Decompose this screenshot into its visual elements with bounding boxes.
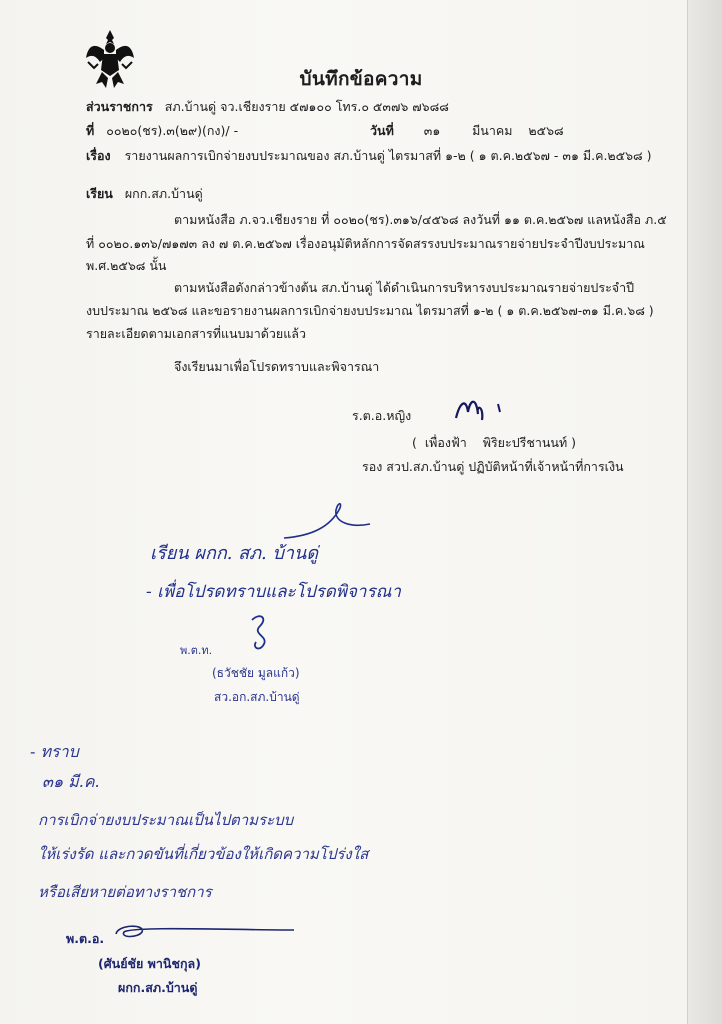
reference-value: ๐๐๒๐(ชร).๓(๒๙)(กง)/ - [106,123,239,138]
reference-label: ที่ [86,123,95,138]
signer-position: รอง สวป.สภ.บ้านดู่ ปฏิบัติหน้าที่เจ้าหน้าที่การเงิน [362,459,624,474]
note2-name: (ศันย์ชัย พานิชกุล) [98,956,201,971]
salutation-value: ผกก.สภ.บ้านดู่ [124,186,203,201]
signer-signature-icon [450,392,510,426]
note1-flourish-icon [280,498,390,544]
reference-row [86,121,238,141]
note2-line-5: หรือเสียหายต่อทางราชการ [38,883,212,901]
salutation-label: เรียน [86,186,113,201]
note2-line-2: ๓๑ มี.ค. [42,772,100,791]
signer-name: ( เพื่องฟ้า พิริยะปรีชานนท์ ) [412,435,577,450]
note1-rank: พ.ต.ท. [180,644,213,657]
salutation-row [86,184,203,204]
note2-position: ผกก.สภ.บ้านดู่ [118,980,198,995]
date-label: วันที่ [370,123,394,138]
paragraph-2-line-3: รายละเอียดตามเอกสารที่แนบมาด้วยแล้ว [86,326,306,341]
agency-label: ส่วนราชการ [86,99,153,114]
paragraph-2-line-1: ตามหนังสือดังกล่าวข้างต้น สภ.บ้านดู่ ได้ดำเนินการบริหารงบประมาณรายจ่ายประจำปี [174,280,635,295]
note1-name: (ธวัชชัย มูลแก้ว) [212,666,300,680]
note2-line-1: - ทราบ [30,742,79,761]
agency-row [86,97,449,117]
subject-label: เรื่อง [86,148,111,163]
note2-rank: พ.ต.อ. [66,931,105,946]
subject-row [86,146,652,166]
closing-line: จึงเรียนมาเพื่อโปรดทราบและพิจารณา [174,359,380,374]
note1-line-2: - เพื่อโปรดทราบและโปรดพิจารณา [146,582,401,602]
date-value: ๓๑ มีนาคม ๒๕๖๘ [423,123,564,138]
subject-value: รายงานผลการเบิกจ่ายงบประมาณของ สภ.บ้านดู่ ไตรมาสที่ ๑-๒ ( ๑ ต.ค.๒๕๖๗ - ๓๑ มี.ค.๒๕๖๘ ) [124,148,652,163]
note2-line-3: การเบิกจ่ายงบประมาณเป็นไปตามระบบ [38,811,294,829]
paragraph-1-line-1: ตามหนังสือ ภ.จว.เชียงราย ที่ ๐๐๒๐(ชร).๓๑๖/๔๕๖๘ ลงวันที่ ๑๑ ต.ค.๒๕๖๗ แลหนังสือ ภ.๕ [174,212,667,227]
paper-edge [687,0,722,1024]
note1-signature-icon [246,612,274,652]
date-row [370,121,564,141]
note2-line-4: ให้เร่งรัด และกวดขันที่เกี่ยวข้องให้เกิดความโปร่งใส [38,845,369,863]
document-title: บันทึกข้อความ [299,68,423,90]
note1-line-1: เรียน ผกก. สภ. บ้านดู่ [150,543,319,564]
paragraph-2-line-2: งบประมาณ ๒๕๖๘ และขอรายงานผลการเบิกจ่ายงบประมาณ ไตรมาสที่ ๑-๒ ( ๑ ต.ค.๒๕๖๗-๓๑ มี.ค.๖๘ ) [86,303,654,318]
signer-rank: ร.ต.อ.หญิง [352,408,412,423]
agency-value: สภ.บ้านดู่ จว.เชียงราย ๕๗๑๐๐ โทร.๐ ๕๓๗๖ ๗๖๘๘ [164,99,449,114]
paragraph-1-line-3: พ.ศ.๒๕๖๘ นั้น [86,258,167,273]
paragraph-1-line-2: ที่ ๐๐๒๐.๑๓๖/๗๑๗๓ ลง ๗ ต.ค.๒๕๖๗ เรื่องอนุมัติหลักการจัดสรรงบประมาณรายจ่ายประจำปีงบประมาณ [86,236,645,251]
note2-signature-icon [112,920,296,944]
note1-position: สว.อก.สภ.บ้านดู่ [214,690,300,704]
